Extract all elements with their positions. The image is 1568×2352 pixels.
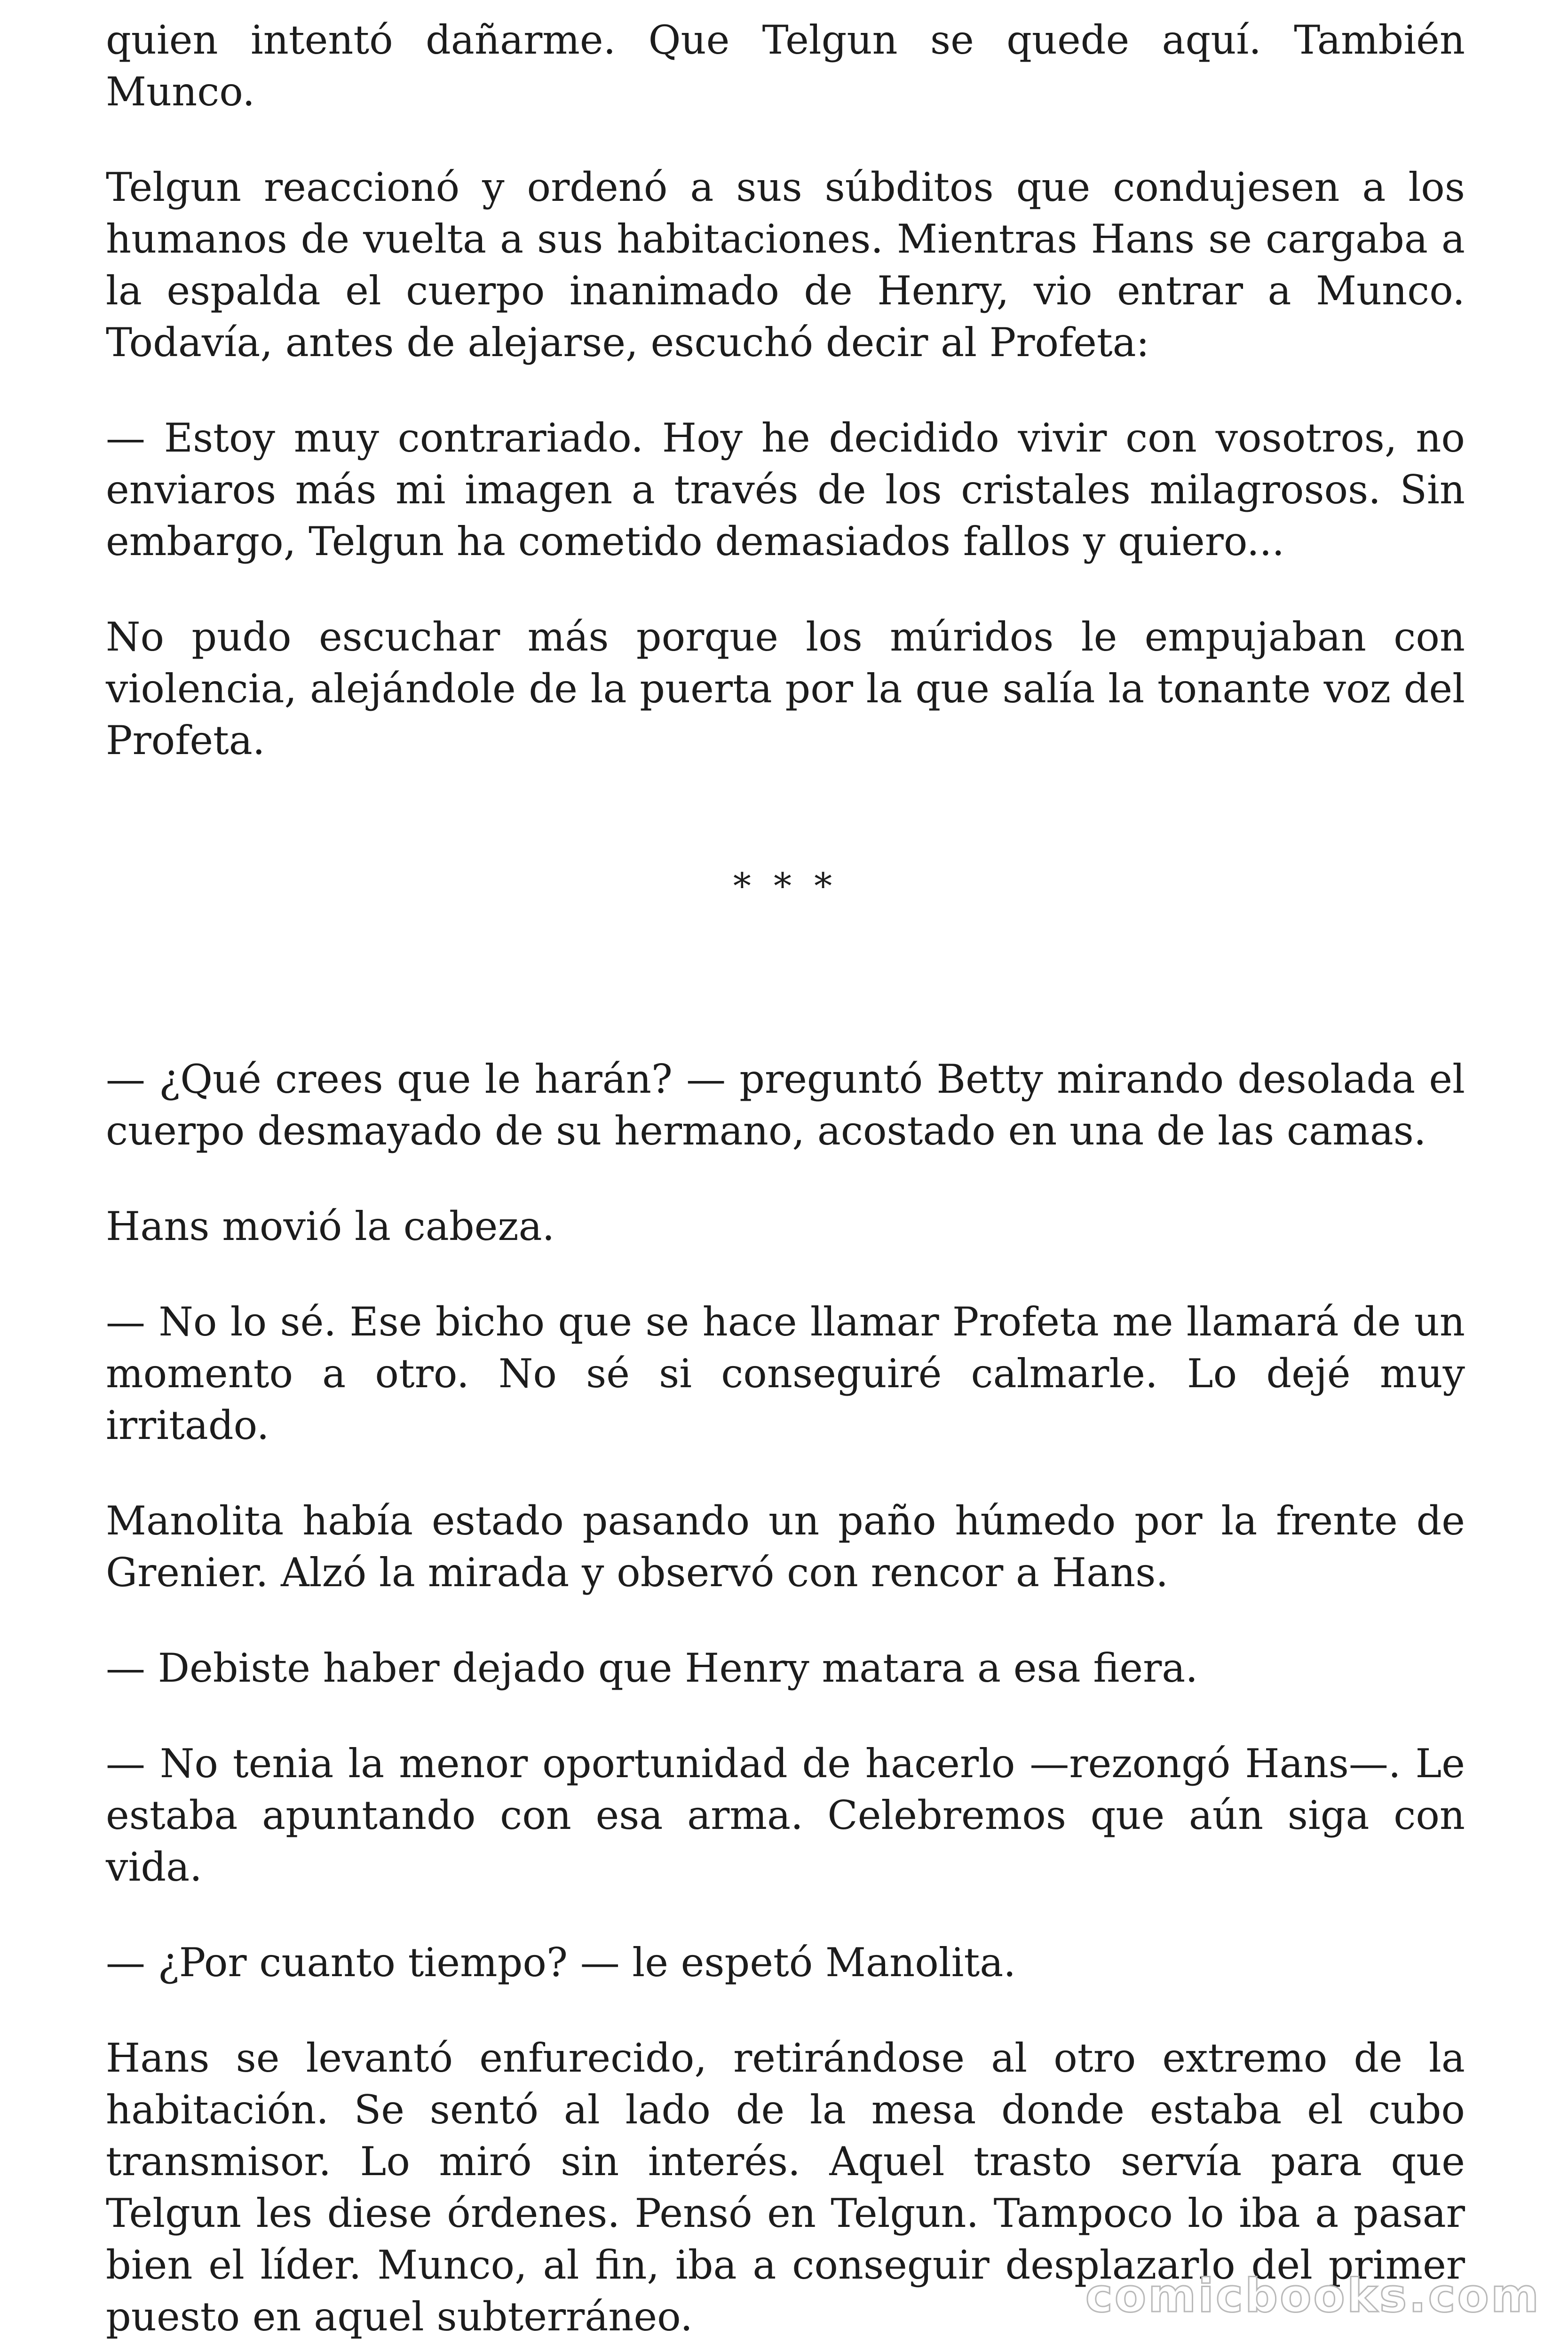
- paragraph-1: quien intentó dañarme. Que Telgun se quede aquí. También Munco.: [106, 17, 1465, 115]
- paragraph-2: Telgun reaccionó y ordenó a sus súbditos que condujesen a los humanos de vuelta a sus habitaciones. Mientras Hans se cargaba a la espalda el cuerpo inanimado de Henry, vio entrar a Munco. Todavía, antes de alejarse, escuchó decir al Profeta:: [106, 164, 1465, 366]
- paragraph-8: Manolita había estado pasando un paño húmedo por la frente de Grenier. Alzó la mirada y observó con rencor a Hans.: [106, 1498, 1465, 1596]
- watermark-logo: comicbooks.com: [1085, 2269, 1541, 2323]
- paragraph-3: — Estoy muy contrariado. Hoy he decidido vivir con vosotros, no enviaros más mi imagen a través de los cristales milagrosos. Sin embargo, Telgun ha cometido demasiados fallos y quiero...: [106, 415, 1465, 564]
- paragraph-11: — ¿Por cuanto tiempo? — le espetó Manolita.: [106, 1939, 1016, 1986]
- paragraph-4: No pudo escuchar más porque los múridos le empujaban con violencia, alejándole de la puerta por la que salía la tonante voz del Profeta.: [106, 614, 1465, 763]
- paragraph-9: — Debiste haber dejado que Henry matara a esa fiera.: [106, 1645, 1198, 1691]
- paragraph-10: — No tenia la menor oportunidad de hacerlo —rezongó Hans—. Le estaba apuntando con esa arma. Celebremos que aún siga con vida.: [106, 1740, 1465, 1890]
- book-page: [106, 14, 1465, 2352]
- paragraph-12: Hans se levantó enfurecido, retirándose al otro extremo de la habitación. Se sentó al lado de la mesa donde estaba el cubo transmisor. Lo miró sin interés. Aquel trasto servía para que Telgun les diese órdenes. Pensó en Telgun. Tampoco lo iba a pasar bien el líder. Munco, al fin, iba a conseguir desplazarlo del primer puesto en aquel subterráneo.: [106, 2035, 1465, 2340]
- paragraph-5: — ¿Qué crees que le harán? — preguntó Betty mirando desolada el cuerpo desmayado de su hermano, acostado en una de las camas.: [106, 1056, 1465, 1154]
- scene-break: * * *: [733, 865, 838, 907]
- paragraph-7: — No lo sé. Ese bicho que se hace llamar Profeta me llamará de un momento a otro. No sé si conseguiré calmarle. Lo dejé muy irritado.: [106, 1299, 1465, 1448]
- paragraph-6: Hans movió la cabeza.: [106, 1203, 555, 1249]
